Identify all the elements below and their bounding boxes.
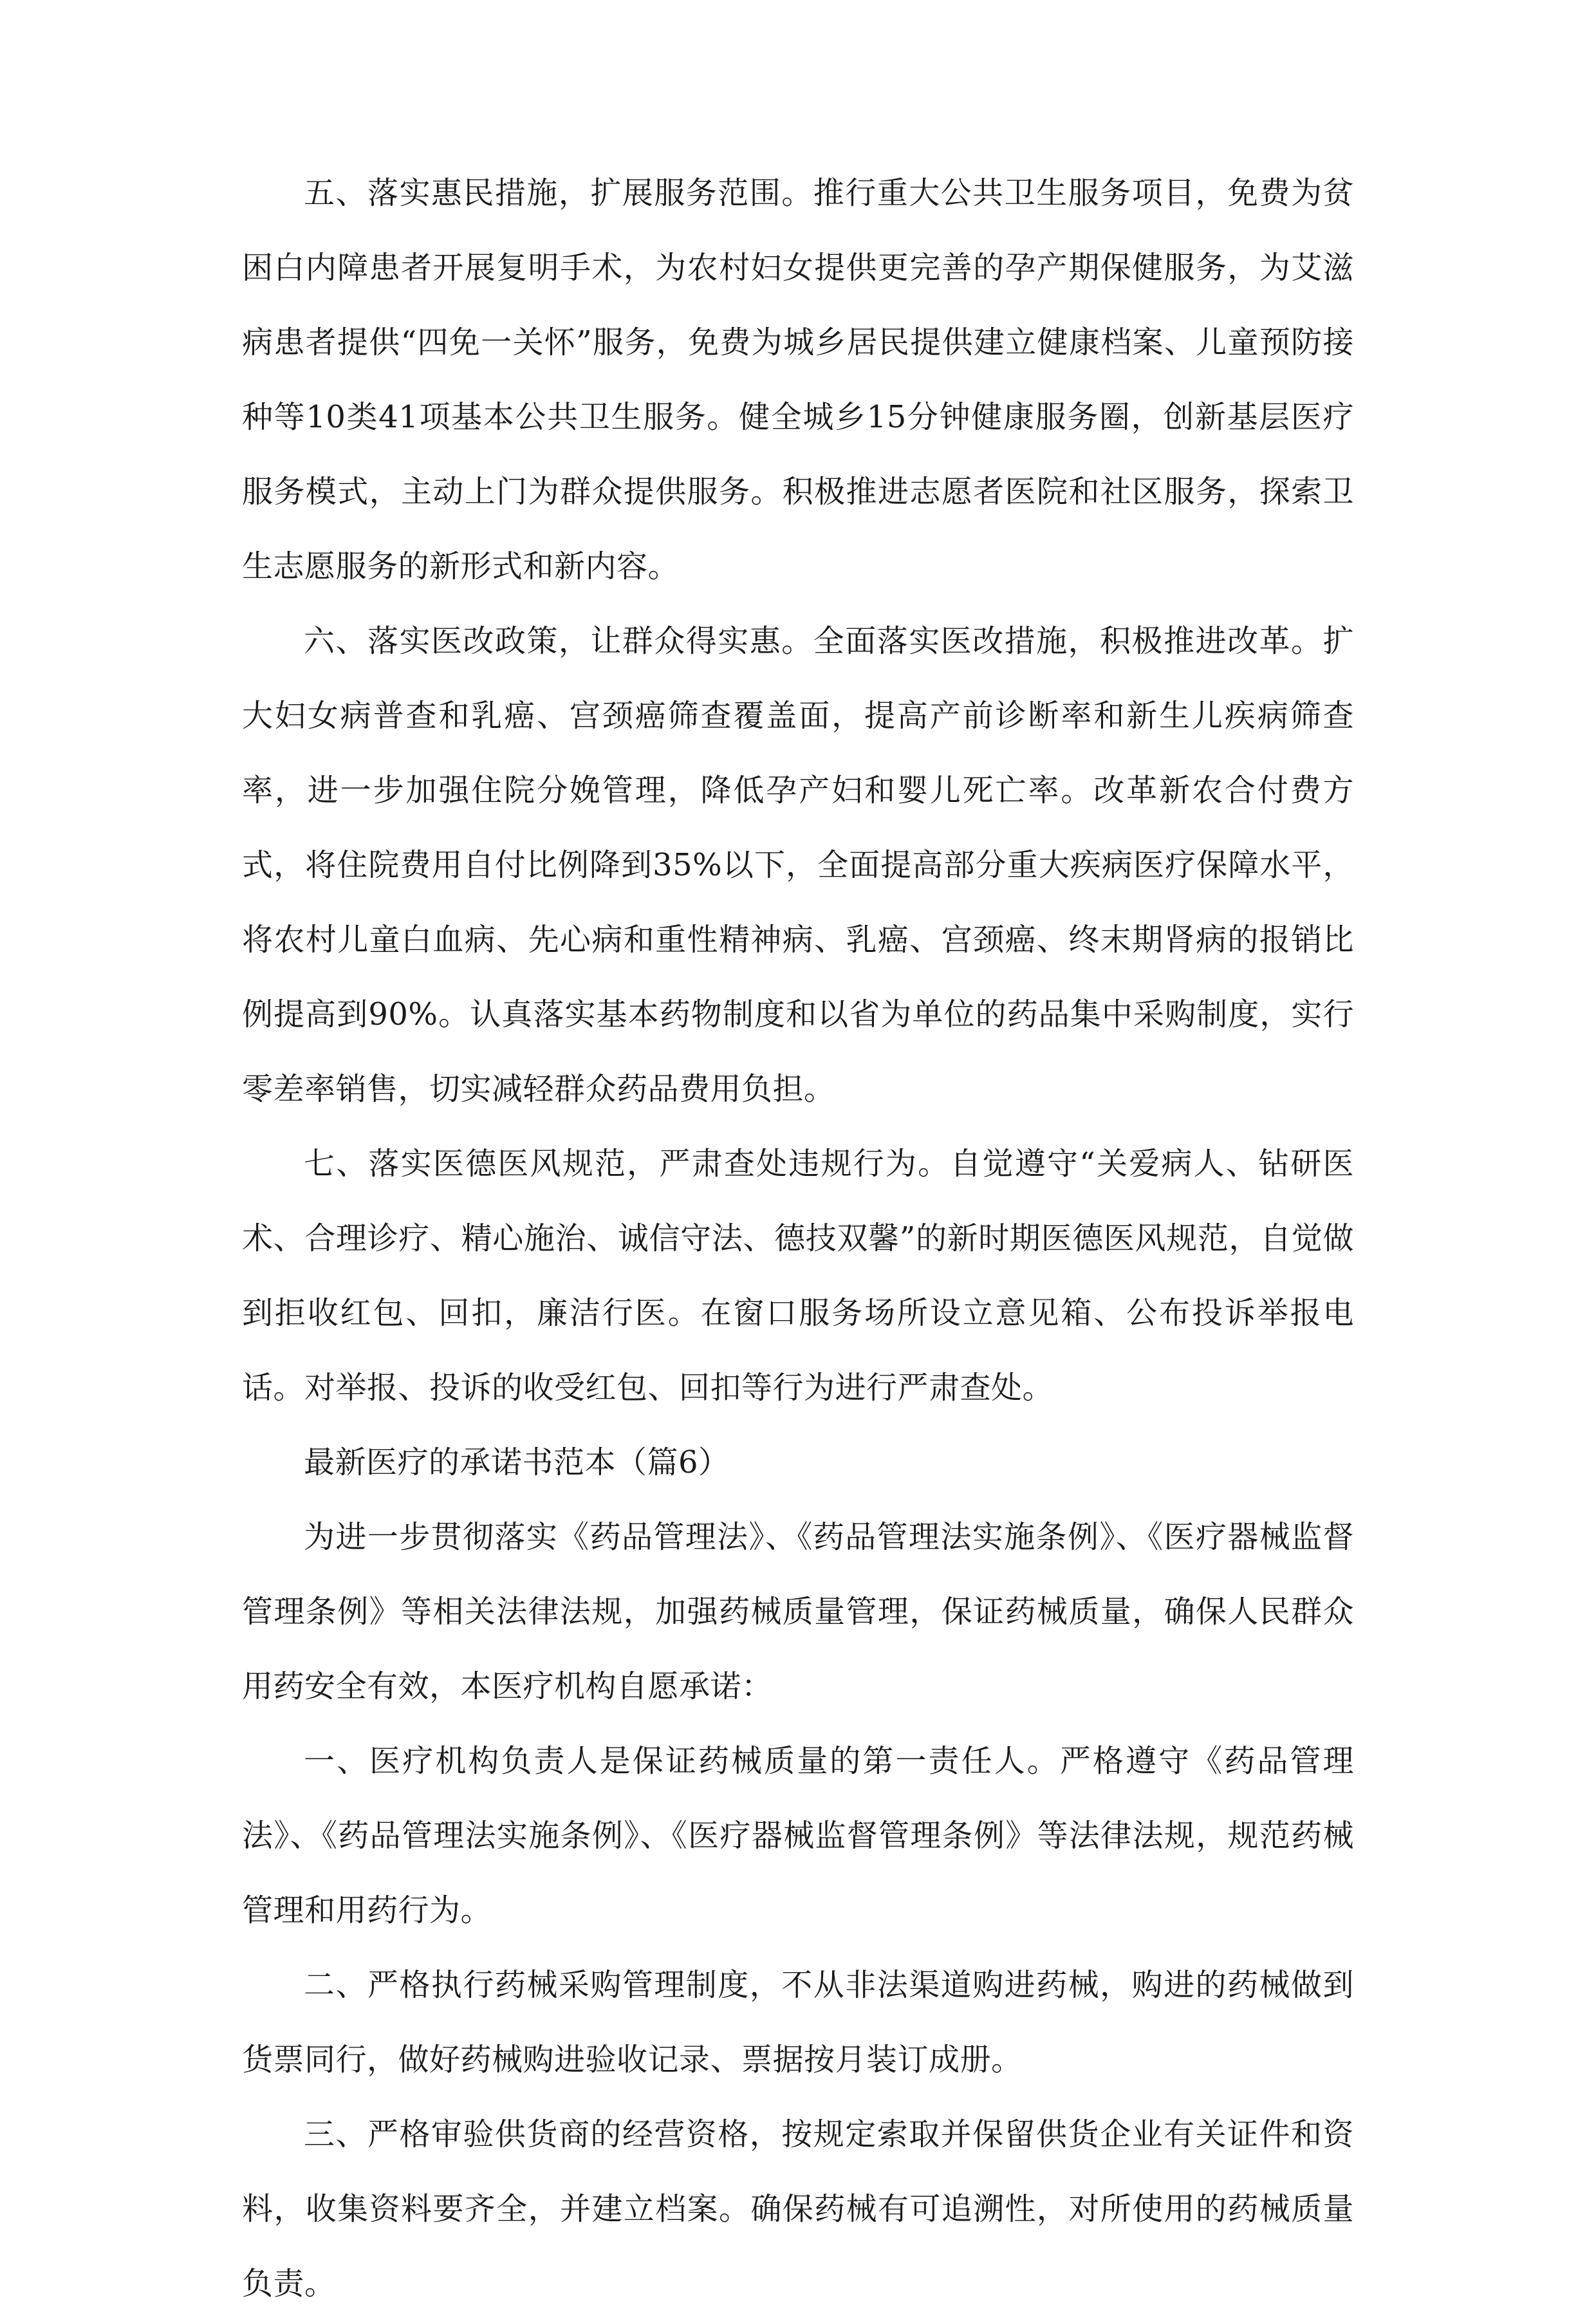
- paragraph-commit-2: 二、严格执行药械采购管理制度，不从非法渠道购进药械，购进的药械做到货票同行，做好药械购进验收记录、票据按月装订成册。: [242, 1967, 1354, 2078]
- paragraph-7: 七、落实医德医风规范，严肃查处违规行为。自觉遵守“关爱病人、钻研医术、合理诊疗、精心施治、诚信守法、德技双馨”的新时期医德医风规范，自觉做到拒收红包、回扣，廉洁行医。在窗口服务场所设立意见箱、公布投诉举报电话。对举报、投诉的收受红包、回扣等行为进行严肃查处。: [242, 1146, 1354, 1406]
- document-body: [242, 156, 1354, 2321]
- section-heading: 最新医疗的承诺书范本（篇6）: [304, 1444, 730, 1480]
- paragraph-commit-3: 三、严格审验供货商的经营资格，按规定索取并保留供货企业有关证件和资料，收集资料要齐全，并建立档案。确保药械有可追溯性，对所使用的药械质量负责。: [242, 2116, 1354, 2302]
- paragraph-intro: 为进一步贯彻落实《药品管理法》、《药品管理法实施条例》、《医疗器械监督管理条例》等相关法律法规，加强药械质量管理，保证药械质量，确保人民群众用药安全有效，本医疗机构自愿承诺：: [242, 1519, 1354, 1704]
- paragraph-commit-1: 一、医疗机构负责人是保证药械质量的第一责任人。严格遵守《药品管理法》、《药品管理法实施条例》、《医疗器械监督管理条例》等法律法规，规范药械管理和用药行为。: [242, 1743, 1354, 1928]
- paragraph-5: 五、落实惠民措施，扩展服务范围。推行重大公共卫生服务项目，免费为贫困白内障患者开展复明手术，为农村妇女提供更完善的孕产期保健服务，为艾滋病患者提供“四免一关怀”服务，免费为城乡居民提供建立健康档案、儿童预防接种等10类41项基本公共卫生服务。健全城乡15分钟健康服务圈，创新基层医疗服务模式，主动上门为群众提供服务。积极推进志愿者医院和社区服务，探索卫生志愿服务的新形式和新内容。: [242, 175, 1354, 584]
- paragraph-6: 六、落实医改政策，让群众得实惠。全面落实医改措施，积极推进改革。扩大妇女病普查和乳癌、宫颈癌筛查覆盖面，提高产前诊断率和新生儿疾病筛查率，进一步加强住院分娩管理，降低孕产妇和婴儿死亡率。改革新农合付费方式，将住院费用自付比例降到35%以下，全面提高部分重大疾病医疗保障水平，将农村儿童白血病、先心病和重性精神病、乳癌、宫颈癌、终末期肾病的报销比例提高到90%。认真落实基本药物制度和以省为单位的药品集中采购制度，实行零差率销售，切实减轻群众药品费用负担。: [242, 623, 1354, 1107]
